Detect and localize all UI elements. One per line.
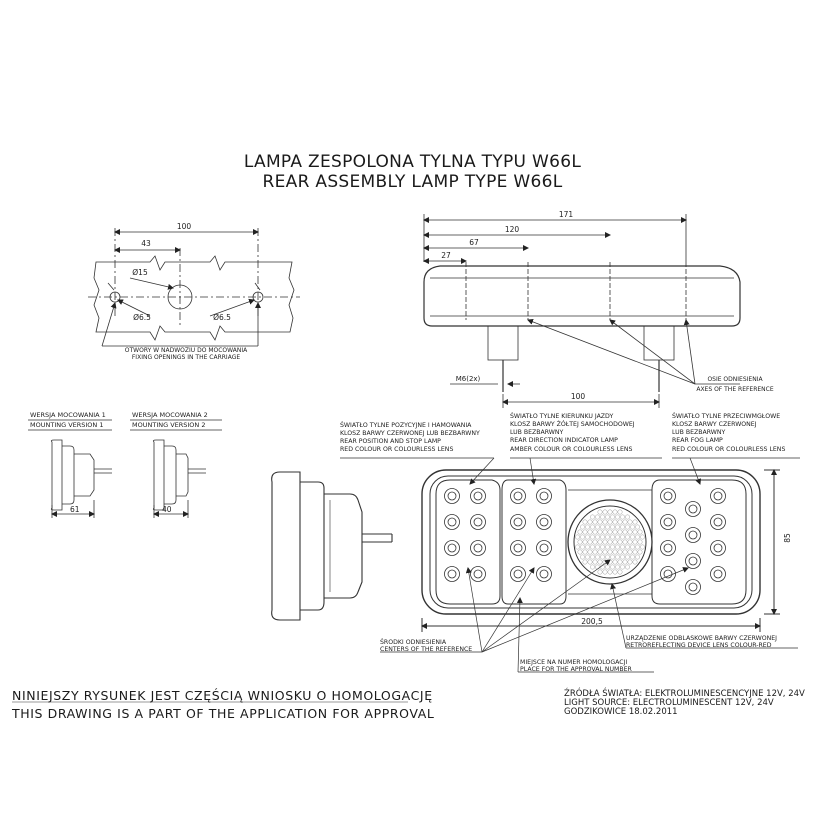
- led-core: [514, 492, 522, 500]
- retro-cell: [640, 535, 644, 539]
- dim-200-5: 200,5: [581, 617, 603, 626]
- led-core: [714, 492, 722, 500]
- retro-cell: [600, 555, 604, 559]
- retro-cell: [630, 535, 634, 539]
- retro-reflector-pattern: [575, 510, 644, 574]
- led: [686, 502, 701, 517]
- retro-cell: [610, 515, 614, 519]
- version-2-en: MOUNTING VERSION 2: [132, 421, 206, 429]
- retro-cell: [633, 560, 637, 564]
- callout-direction-3: REAR DIRECTION INDICATOR LAMP: [510, 437, 618, 444]
- retro-cell: [605, 555, 609, 559]
- dia-6-5-left: Ø6.5: [133, 313, 151, 322]
- callout-fog-3: REAR FOG LAMP: [672, 437, 723, 444]
- led-core: [514, 570, 522, 578]
- retro-cell: [610, 535, 614, 539]
- retro-cell: [628, 520, 632, 524]
- retro-cell: [618, 520, 622, 524]
- callout-fog-1: KLOSZ BARWY CZERWONEJ: [672, 421, 757, 428]
- led-core: [664, 570, 672, 578]
- callout-position-stop-0: ŚWIATŁO TYLNE POZYCYJNE I HAMOWANIA: [340, 422, 472, 429]
- retro-cell: [625, 515, 629, 519]
- segment-direction: [502, 480, 566, 604]
- retro-cell: [608, 550, 612, 554]
- led-core: [474, 570, 482, 578]
- retro-cell: [583, 550, 587, 554]
- led: [661, 489, 676, 504]
- led: [537, 489, 552, 504]
- led: [471, 567, 486, 582]
- retro-cell: [598, 560, 602, 564]
- led-core: [689, 583, 697, 591]
- retro-cell: [600, 545, 604, 549]
- retro-cell: [635, 535, 639, 539]
- led: [686, 528, 701, 543]
- led-core: [714, 570, 722, 578]
- side-view-labels: [441, 210, 774, 401]
- retro-cell: [625, 545, 629, 549]
- led-core: [474, 544, 482, 552]
- retro-cell: [595, 515, 599, 519]
- led: [511, 567, 526, 582]
- retro-cell: [598, 520, 602, 524]
- retro-cell: [618, 560, 622, 564]
- retro-cell: [603, 570, 607, 574]
- retro-cell: [623, 520, 627, 524]
- dim-67: 67: [469, 238, 479, 247]
- retro-cell: [638, 530, 642, 534]
- retro-cell: [620, 545, 624, 549]
- retro-cell: [635, 555, 639, 559]
- led: [511, 489, 526, 504]
- retro-cell: [583, 540, 587, 544]
- led-core: [689, 557, 697, 565]
- large-side-view: [272, 472, 392, 620]
- retro-cell: [588, 540, 592, 544]
- dim-43: 43: [141, 239, 151, 248]
- retro-cell: [638, 540, 642, 544]
- led: [686, 554, 701, 569]
- led-array: [445, 489, 726, 595]
- retro-cell: [605, 525, 609, 529]
- place-date: GODZIKOWICE 18.02.2011: [564, 707, 678, 717]
- dim-100-bolts: 100: [570, 392, 586, 401]
- retro-cell: [578, 550, 582, 554]
- led-core: [540, 518, 548, 526]
- retro-cell: [600, 525, 604, 529]
- retro-cell: [605, 565, 609, 569]
- led-core: [514, 544, 522, 552]
- retro-cell: [590, 545, 594, 549]
- led-core: [448, 570, 456, 578]
- mounting-openings-view: [88, 228, 300, 346]
- dim-171: 171: [558, 210, 574, 219]
- retro-cell: [590, 525, 594, 529]
- retro-cell: [590, 515, 594, 519]
- callout-fog-2: LUB BEZBARWNY: [672, 429, 726, 436]
- led-core: [714, 544, 722, 552]
- led: [445, 567, 460, 582]
- callout-homologation-1: PLACE FOR THE APPROVAL NUMBER: [520, 666, 632, 673]
- led: [537, 567, 552, 582]
- callout-retro-0: URZĄDZENIE ODBLASKOWE BARWY CZERWONEJ: [626, 635, 778, 642]
- footer-english: THIS DRAWING IS A PART OF THE APPLICATION FOR APPROVAL: [12, 706, 435, 721]
- callout-direction-1: KLOSZ BARWY ŻÓŁTEJ SAMOCHODOWEJ: [510, 421, 635, 428]
- retro-cell: [615, 565, 619, 569]
- led-core: [664, 518, 672, 526]
- retro-cell: [620, 525, 624, 529]
- retro-cell: [575, 535, 579, 539]
- retro-cell: [585, 555, 589, 559]
- retro-cell: [575, 545, 579, 549]
- retro-cell: [638, 550, 642, 554]
- retro-cell: [580, 545, 584, 549]
- title-english: REAR ASSEMBLY LAMP TYPE W66L: [262, 172, 563, 192]
- retro-cell: [620, 555, 624, 559]
- retro-cell: [613, 520, 617, 524]
- version-1-pl: WERSJA MOCOWANIA 1: [30, 411, 106, 419]
- led: [511, 515, 526, 530]
- led-core: [448, 518, 456, 526]
- retro-cell: [613, 570, 617, 574]
- retro-cell: [620, 515, 624, 519]
- light-source-polish: ŹRÓDŁA ŚWIATŁA: ELEKTROLUMINESCENCYJNE 12V, 24V: [564, 689, 805, 699]
- retro-cell: [613, 560, 617, 564]
- led: [471, 489, 486, 504]
- front-housing-inner: [430, 476, 752, 608]
- retro-cell: [608, 570, 612, 574]
- led-core: [689, 505, 697, 513]
- callout-position-stop-2: REAR POSITION AND STOP LAMP: [340, 438, 441, 445]
- callout-fog-4: RED COLOUR OR COLOURLESS LENS: [672, 446, 786, 453]
- retro-cell: [618, 540, 622, 544]
- dia-15: Ø15: [132, 268, 148, 277]
- retro-cell: [628, 540, 632, 544]
- led-core: [664, 492, 672, 500]
- callout-position-stop-1: KLOSZ BARWY CZERWONEJ LUB BEZBARWNY: [340, 430, 480, 437]
- led-core: [689, 531, 697, 539]
- retro-cell: [610, 565, 614, 569]
- retro-cell: [623, 530, 627, 534]
- fixing-label-pl: OTWORY W NADWOZIU DO MOCOWANIA: [124, 347, 248, 354]
- led-core: [514, 518, 522, 526]
- led: [445, 489, 460, 504]
- retro-cell: [588, 520, 592, 524]
- led: [537, 541, 552, 556]
- retro-cell: [580, 555, 584, 559]
- segment-position-stop: [436, 480, 500, 604]
- retro-cell: [628, 530, 632, 534]
- retro-cell: [635, 545, 639, 549]
- led: [711, 489, 726, 504]
- retro-cell: [630, 525, 634, 529]
- version-1-en: MOUNTING VERSION 1: [30, 421, 104, 429]
- mounting-version-labels: [30, 411, 208, 514]
- retro-cell: [618, 530, 622, 534]
- axes-label-en: AXES OF THE REFERENCE: [696, 386, 774, 393]
- led: [711, 567, 726, 582]
- led-core: [664, 544, 672, 552]
- title-polish: LAMPA ZESPOLONA TYLNA TYPU W66L: [243, 152, 582, 172]
- callout-centers-0: ŚRODKI ODNIESIENIA: [380, 639, 447, 646]
- retro-cell: [608, 560, 612, 564]
- segment-fog: [652, 480, 746, 604]
- retro-cell: [610, 525, 614, 529]
- retro-cell: [618, 510, 622, 514]
- retro-cell: [608, 540, 612, 544]
- retro-cell: [615, 525, 619, 529]
- dia-6-5-right: Ø6.5: [213, 313, 231, 322]
- led: [445, 515, 460, 530]
- retro-cell: [623, 550, 627, 554]
- callout-retro-1: RETROREFLECTING DEVICE LENS COLOUR-RED: [626, 642, 772, 649]
- retro-cell: [598, 530, 602, 534]
- retro-cell: [605, 515, 609, 519]
- led: [711, 515, 726, 530]
- retro-cell: [613, 550, 617, 554]
- retro-cell: [615, 545, 619, 549]
- retro-cell: [603, 550, 607, 554]
- retro-cell: [590, 535, 594, 539]
- retro-cell: [615, 535, 619, 539]
- led-core: [448, 544, 456, 552]
- retro-cell: [633, 540, 637, 544]
- retro-cell: [603, 510, 607, 514]
- retro-cell: [578, 530, 582, 534]
- retro-cell: [603, 520, 607, 524]
- retro-cell: [620, 565, 624, 569]
- retro-cell: [598, 510, 602, 514]
- retro-cell: [578, 540, 582, 544]
- version-2-dim: 40: [162, 505, 172, 514]
- retro-cell: [593, 550, 597, 554]
- retro-cell: [595, 565, 599, 569]
- version-1-dim: 61: [70, 505, 80, 514]
- retro-cell: [608, 530, 612, 534]
- led-core: [540, 570, 548, 578]
- dim-100-top: 100: [176, 222, 192, 231]
- retro-cell: [625, 565, 629, 569]
- retro-cell: [595, 545, 599, 549]
- retro-cell: [598, 570, 602, 574]
- callout-position-stop-3: RED COLOUR OR COLOURLESS LENS: [340, 446, 454, 453]
- retro-cell: [613, 510, 617, 514]
- front-housing-outer: [422, 470, 760, 614]
- retro-reflector-inner: [574, 506, 646, 578]
- retro-cell: [590, 555, 594, 559]
- retro-cell: [633, 550, 637, 554]
- dim-27: 27: [441, 251, 451, 260]
- retro-cell: [630, 555, 634, 559]
- retro-cell: [625, 555, 629, 559]
- retro-cell: [588, 550, 592, 554]
- retro-cell: [595, 535, 599, 539]
- retro-cell: [588, 530, 592, 534]
- dim-85: 85: [783, 533, 792, 543]
- callout-direction-4: AMBER COLOUR OR COLOURLESS LENS: [510, 446, 633, 453]
- fixing-label-en: FIXING OPENINGS IN THE CARRIAGE: [131, 354, 241, 361]
- retro-cell: [593, 540, 597, 544]
- retro-reflector-outer: [568, 500, 652, 584]
- led: [661, 515, 676, 530]
- retro-cell: [615, 555, 619, 559]
- led: [661, 541, 676, 556]
- led: [445, 541, 460, 556]
- retro-cell: [583, 520, 587, 524]
- retro-cell: [625, 525, 629, 529]
- mounting-view-labels: [125, 222, 248, 361]
- retro-cell: [598, 550, 602, 554]
- retro-cell: [610, 545, 614, 549]
- retro-cell: [620, 535, 624, 539]
- led-core: [448, 492, 456, 500]
- retro-cell: [603, 530, 607, 534]
- footer-polish: NINIEJSZY RYSUNEK JEST CZĘŚCIĄ WNIOSKU O HOMOLOGACJĘ: [12, 688, 433, 703]
- callout-fog-0: ŚWIATŁO TYLNE PRZECIWMGŁOWE: [672, 413, 781, 420]
- led: [537, 515, 552, 530]
- retro-cell: [625, 535, 629, 539]
- retro-cell: [610, 555, 614, 559]
- retro-cell: [603, 540, 607, 544]
- retro-cell: [640, 545, 644, 549]
- callout-centers-1: CENTERS OF THE REFERENCE: [380, 646, 473, 653]
- retro-cell: [623, 540, 627, 544]
- led: [686, 580, 701, 595]
- retro-cell: [580, 535, 584, 539]
- retro-cell: [600, 535, 604, 539]
- retro-cell: [633, 520, 637, 524]
- retro-cell: [593, 530, 597, 534]
- retro-cell: [598, 540, 602, 544]
- led: [471, 515, 486, 530]
- retro-cell: [600, 515, 604, 519]
- retro-cell: [605, 535, 609, 539]
- axes-label-pl: OSIE ODNIESIENIA: [707, 376, 763, 383]
- callout-direction-0: ŚWIATŁO TYLNE KIERUNKU JAZDY: [510, 413, 614, 420]
- led: [471, 541, 486, 556]
- retro-cell: [588, 560, 592, 564]
- retro-cell: [618, 570, 622, 574]
- retro-cell: [580, 525, 584, 529]
- retro-cell: [585, 525, 589, 529]
- version-2-pl: WERSJA MOCOWANIA 2: [132, 411, 208, 419]
- retro-cell: [613, 540, 617, 544]
- light-source-english: LIGHT SOURCE: ELECTROLUMINESCENT 12V, 24V: [564, 698, 774, 708]
- led-core: [474, 518, 482, 526]
- retro-cell: [583, 530, 587, 534]
- bolt-m6: M6(2x): [455, 375, 481, 383]
- retro-cell: [593, 560, 597, 564]
- retro-cell: [635, 525, 639, 529]
- retro-cell: [628, 560, 632, 564]
- retro-cell: [605, 545, 609, 549]
- retro-cell: [583, 560, 587, 564]
- retro-cell: [623, 560, 627, 564]
- callout-homologation-0: MIEJSCE NA NUMER HOMOLOGACJI: [520, 659, 628, 666]
- callout-direction-2: LUB BEZBARWNY: [510, 429, 564, 436]
- led-core: [474, 492, 482, 500]
- led-core: [540, 544, 548, 552]
- retro-cell: [615, 515, 619, 519]
- retro-cell: [630, 545, 634, 549]
- retro-cell: [608, 510, 612, 514]
- retro-cell: [595, 555, 599, 559]
- retro-cell: [590, 565, 594, 569]
- led: [511, 541, 526, 556]
- retro-cell: [628, 550, 632, 554]
- retro-cell: [595, 525, 599, 529]
- retro-cell: [585, 535, 589, 539]
- led-core: [714, 518, 722, 526]
- retro-cell: [633, 530, 637, 534]
- retro-cell: [585, 545, 589, 549]
- led-core: [540, 492, 548, 500]
- led: [711, 541, 726, 556]
- retro-cell: [608, 520, 612, 524]
- retro-cell: [593, 520, 597, 524]
- retro-cell: [613, 530, 617, 534]
- retro-cell: [618, 550, 622, 554]
- mounting-version-views: [28, 420, 222, 518]
- dim-120: 120: [504, 225, 520, 234]
